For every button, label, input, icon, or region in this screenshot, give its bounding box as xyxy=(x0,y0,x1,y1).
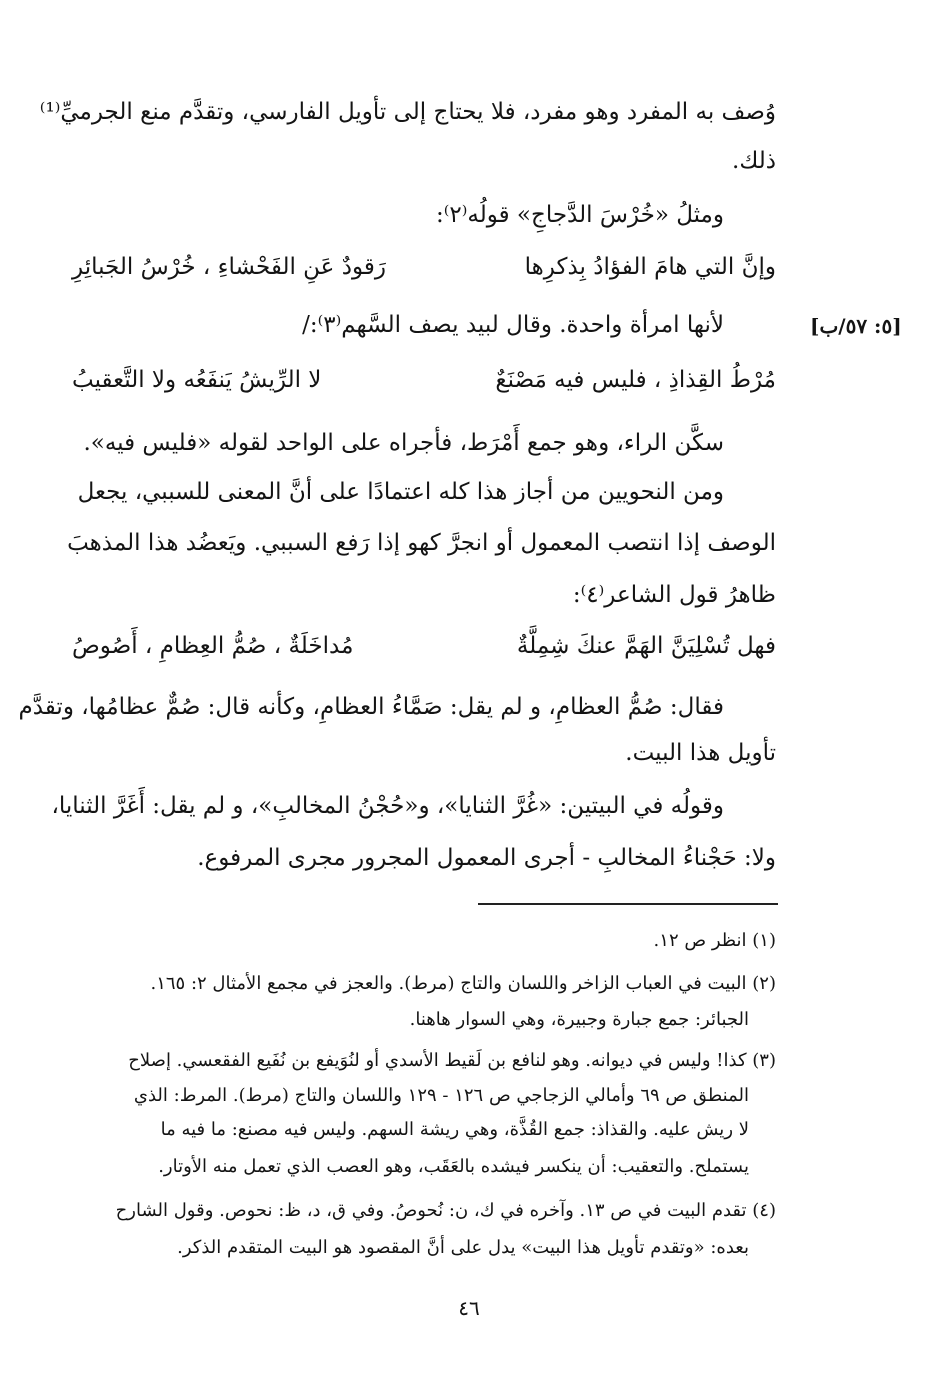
body-line-11: وقولُه في البيتين: «غُرَّ الثنايا»، و«حُجْنُ المخالبِ»، و لم يقل: أَغَرَّ الثنايا، xyxy=(51,793,724,819)
verse-3 xyxy=(72,626,776,666)
footnote-3-line-4: يستملح. والتعقيب: أن ينكسر فيشده بالعَقَب، وهو العصب الذي تعمل منه الأوتار. xyxy=(158,1156,749,1177)
verse-1-first-hemistich: وإنَّ التي هامَ الفؤادُ بِذكرِها xyxy=(524,254,776,280)
footnote-4-line-1: (٤) تقدم البيت في ص ١٣. وآخره في ك، ن: نُحوصُ. وفي ق، د، ظ: نحوص. وقول الشارح xyxy=(115,1200,776,1221)
verse-3-first-hemistich: فهل تُسْلِيَنَّ الهَمَّ عنكَ شِمِلَّةٌ xyxy=(516,633,776,659)
body-line-12: ولا: حَجْناءُ المخالبِ - أجرى المعمول المجرور مجرى المرفوع. xyxy=(197,845,776,871)
footnote-1: (١) انظر ص ١٢. xyxy=(653,930,776,951)
verse-3-second-hemistich: مُداخَلَةٌ ، صُمُّ العِظامِ ، أَصُوصُ xyxy=(72,633,354,659)
body-line-2: ذلك. xyxy=(732,148,776,174)
verse-2-second-hemistich: لا الرِّيشُ يَنفَعُه ولا التَّعقيبُ xyxy=(72,367,322,393)
body-line-8: ظاهرُ قول الشاعر⁽٤⁾: xyxy=(572,582,776,608)
footnote-3-line-2: المنطق ص ٦٩ وأمالي الزجاجي ص ١٢٦ - ١٢٩ واللسان والتاج (مرط). المرط: الذي xyxy=(133,1085,749,1106)
footnote-separator xyxy=(478,903,778,905)
verse-2-first-hemistich: مُرْطُ القِذاذِ ، فليس فيه مَصْنَعٌ xyxy=(495,367,776,393)
page-number: ٤٦ xyxy=(458,1296,480,1320)
body-line-6: ومن النحويين من أجاز هذا كله اعتمادًا على أنَّ المعنى للسببي، يجعل xyxy=(77,479,724,505)
body-line-4: لأنها امرأة واحدة. وقال لبيد يصف السَّهم⁽٣⁾:/ xyxy=(302,312,724,338)
body-line-7: الوصف إذا انتصب المعمول أو انجرَّ كهو إذا رَفع السببي. ويَعضُد هذا المذهبَ xyxy=(67,530,776,556)
body-line-9: فقال: صُمُّ العظامِ، و لم يقل: صَمَّاءُ العظامِ، وكأنه قال: صُمٌّ عظامُها، وتقدَّم xyxy=(18,694,724,720)
margin-manuscript-reference: [٥: ٥٧/ب] xyxy=(810,314,902,338)
footnote-3-line-1: (٣) كذا! وليس في ديوانه. وهو لنافع بن لَقيط الأسدي أو لنُوَيفع بن نُفَيع الفقعسي. إصلاح xyxy=(128,1050,776,1071)
verse-1-second-hemistich: رَقودٌ عَنِ الفَحْشاءِ ، خُرْسُ الجَبائِرِ xyxy=(72,254,386,280)
footnote-2-line-2: الجبائر: جمع جبارة وجبيرة، وهي السوار هاهنا. xyxy=(409,1009,749,1030)
body-line-1: وُصف به المفرد وهو مفرد، فلا يحتاج إلى تأويل الفارسي، وتقدَّم منع الجرميِّ⁽¹⁾ xyxy=(39,99,776,125)
footnote-4-line-2: بعده: «وتقدم تأويل هذا البيت» يدل على أنَّ المقصود هو البيت المتقدم الذكر. xyxy=(177,1237,749,1258)
verse-2 xyxy=(72,360,776,400)
footnote-3-line-3: لا ريش عليه. والقذاذ: جمع القُذَّة، وهي ريشة السهم. وليس فيه مصنع: ما فيه ما xyxy=(160,1119,749,1140)
body-line-5: سكَّن الراء، وهو جمع أَمْرَط، فأجراه على الواحد لقوله «فليس فيه». xyxy=(83,430,724,456)
footnote-2-line-1: (٢) البيت في العباب الزاخر واللسان والتاج (مرط). والعجز في مجمع الأمثال ٢: ١٦٥. xyxy=(150,973,776,994)
body-line-3: ومثلُ «خُرْسَ الدَّجاجِ» قولُه⁽٢⁾: xyxy=(435,202,724,228)
verse-1 xyxy=(72,247,776,287)
body-line-10: تأويل هذا البيت. xyxy=(625,740,776,766)
